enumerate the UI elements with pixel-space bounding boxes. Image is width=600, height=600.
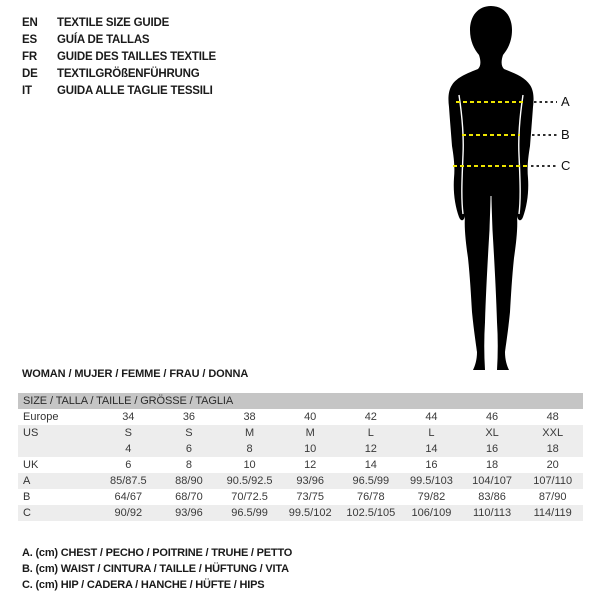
table-row [18,457,583,473]
language-row [22,83,216,100]
language-row [22,15,216,32]
language-row [22,32,216,49]
size-cell: 20 [546,459,559,471]
size-cell: 18 [546,443,559,455]
size-cell: 4 [125,443,132,455]
row-label-cell: B [23,491,31,503]
size-cell: S [185,427,193,439]
size-cell: 10 [243,459,256,471]
size-cell: 12 [364,443,377,455]
size-cell: 14 [364,459,377,471]
woman-silhouette [448,6,533,370]
size-table-body [18,409,583,521]
table-row [18,473,583,489]
size-cell: 93/96 [175,507,203,519]
size-cell: 90/92 [114,507,143,519]
size-cell: 106/109 [411,507,452,519]
size-cell: 8 [246,443,253,455]
legend-line: B. (cm) WAIST / CINTURA / TAILLE / HÜFTUNG / VITA [22,563,289,576]
row-label-cell: C [23,507,31,519]
size-cell: 18 [485,459,499,471]
size-cell: 70/72.5 [231,491,268,503]
size-cell: L [367,427,374,439]
legend-line: C. (cm) HIP / CADERA / HANCHE / HÜFTE / HIPS [22,579,265,592]
size-cell: 16 [485,443,499,455]
table-row [18,489,583,505]
table-row [18,441,583,457]
measurement-legend [22,545,292,594]
woman-figure [420,0,600,375]
size-cell: 85/87.5 [109,475,147,487]
size-table-header: SIZE / TALLA / TAILLE / GRÖSSE / TAGLIA [18,393,583,409]
size-cell: 36 [182,411,196,423]
marker-label-b: B [561,127,570,142]
size-cell: XXL [542,427,564,439]
size-cell: 90.5/92.5 [226,475,273,487]
size-cell: 34 [122,411,135,423]
size-cell: 38 [243,411,256,423]
language-code: DE [22,67,38,80]
size-cell: 40 [304,411,317,423]
legend-line: A. (cm) CHEST / PECHO / POITRINE / TRUHE / PETTO [22,547,293,559]
language-label: TEXTILGRÖßENFÜHRUNG [57,67,200,80]
size-cell: 64/67 [114,491,143,503]
row-label-cell: UK [23,459,39,471]
size-cell: 96.5/99 [352,475,390,487]
size-cell: 12 [304,459,317,471]
size-cell: 10 [304,443,317,455]
size-cell: 99.5/103 [410,475,453,487]
size-cell: XL [485,427,499,439]
size-cell: L [428,427,435,439]
language-list [22,15,216,100]
table-row [18,425,583,441]
size-cell: 6 [125,459,132,471]
size-cell: 6 [185,443,192,455]
size-cell: 99.5/102 [288,507,332,519]
size-cell: 110/113 [472,507,512,519]
size-cell: 96.5/99 [231,507,268,519]
row-label-cell: Europe [23,411,59,423]
language-label: TEXTILE SIZE GUIDE [57,17,170,29]
marker-label-c: C [561,158,571,173]
size-cell: 8 [185,459,192,471]
size-cell: 88/90 [175,475,203,487]
size-cell: 48 [546,411,559,423]
marker-label-a: A [561,94,570,109]
language-row [22,66,216,83]
size-cell: 83/86 [478,491,506,503]
language-label: GUIDA ALLE TAGLIE TESSILI [57,84,213,97]
row-label-cell [18,441,98,457]
size-cell: 14 [425,443,438,455]
size-cell: 93/96 [296,475,324,487]
size-table [18,409,583,521]
language-code: FR [22,50,37,63]
language-code: IT [22,84,32,97]
row-label-cell: A [23,475,31,487]
language-code: ES [22,33,37,46]
size-cell: 68/70 [175,491,203,503]
woman-silhouette-svg [420,0,600,375]
size-cell: 79/82 [417,491,446,503]
size-cell: 114/119 [533,507,572,519]
size-cell: 76/78 [357,491,385,503]
size-cell: 44 [425,411,438,423]
section-title: WOMAN / MUJER / FEMME / FRAU / DONNA [22,368,249,380]
language-code: EN [22,17,38,29]
size-cell: 87/90 [538,491,567,503]
language-row [22,49,216,66]
size-cell: 46 [485,411,499,423]
size-cell: 42 [364,411,377,423]
size-cell: 16 [425,459,438,471]
table-row [18,409,583,425]
size-cell: S [124,427,132,439]
language-label: GUIDE DES TAILLES TEXTILE [57,50,216,63]
size-cell: M [244,427,255,439]
size-cell: 102.5/105 [346,507,396,519]
size-cell: M [305,427,315,439]
table-row [18,505,583,521]
size-cell: 107/110 [533,475,573,487]
language-label: GUÍA DE TALLAS [57,33,150,46]
row-label-cell: US [23,427,39,439]
size-cell: 104/107 [472,475,512,487]
size-cell: 73/75 [296,491,324,503]
